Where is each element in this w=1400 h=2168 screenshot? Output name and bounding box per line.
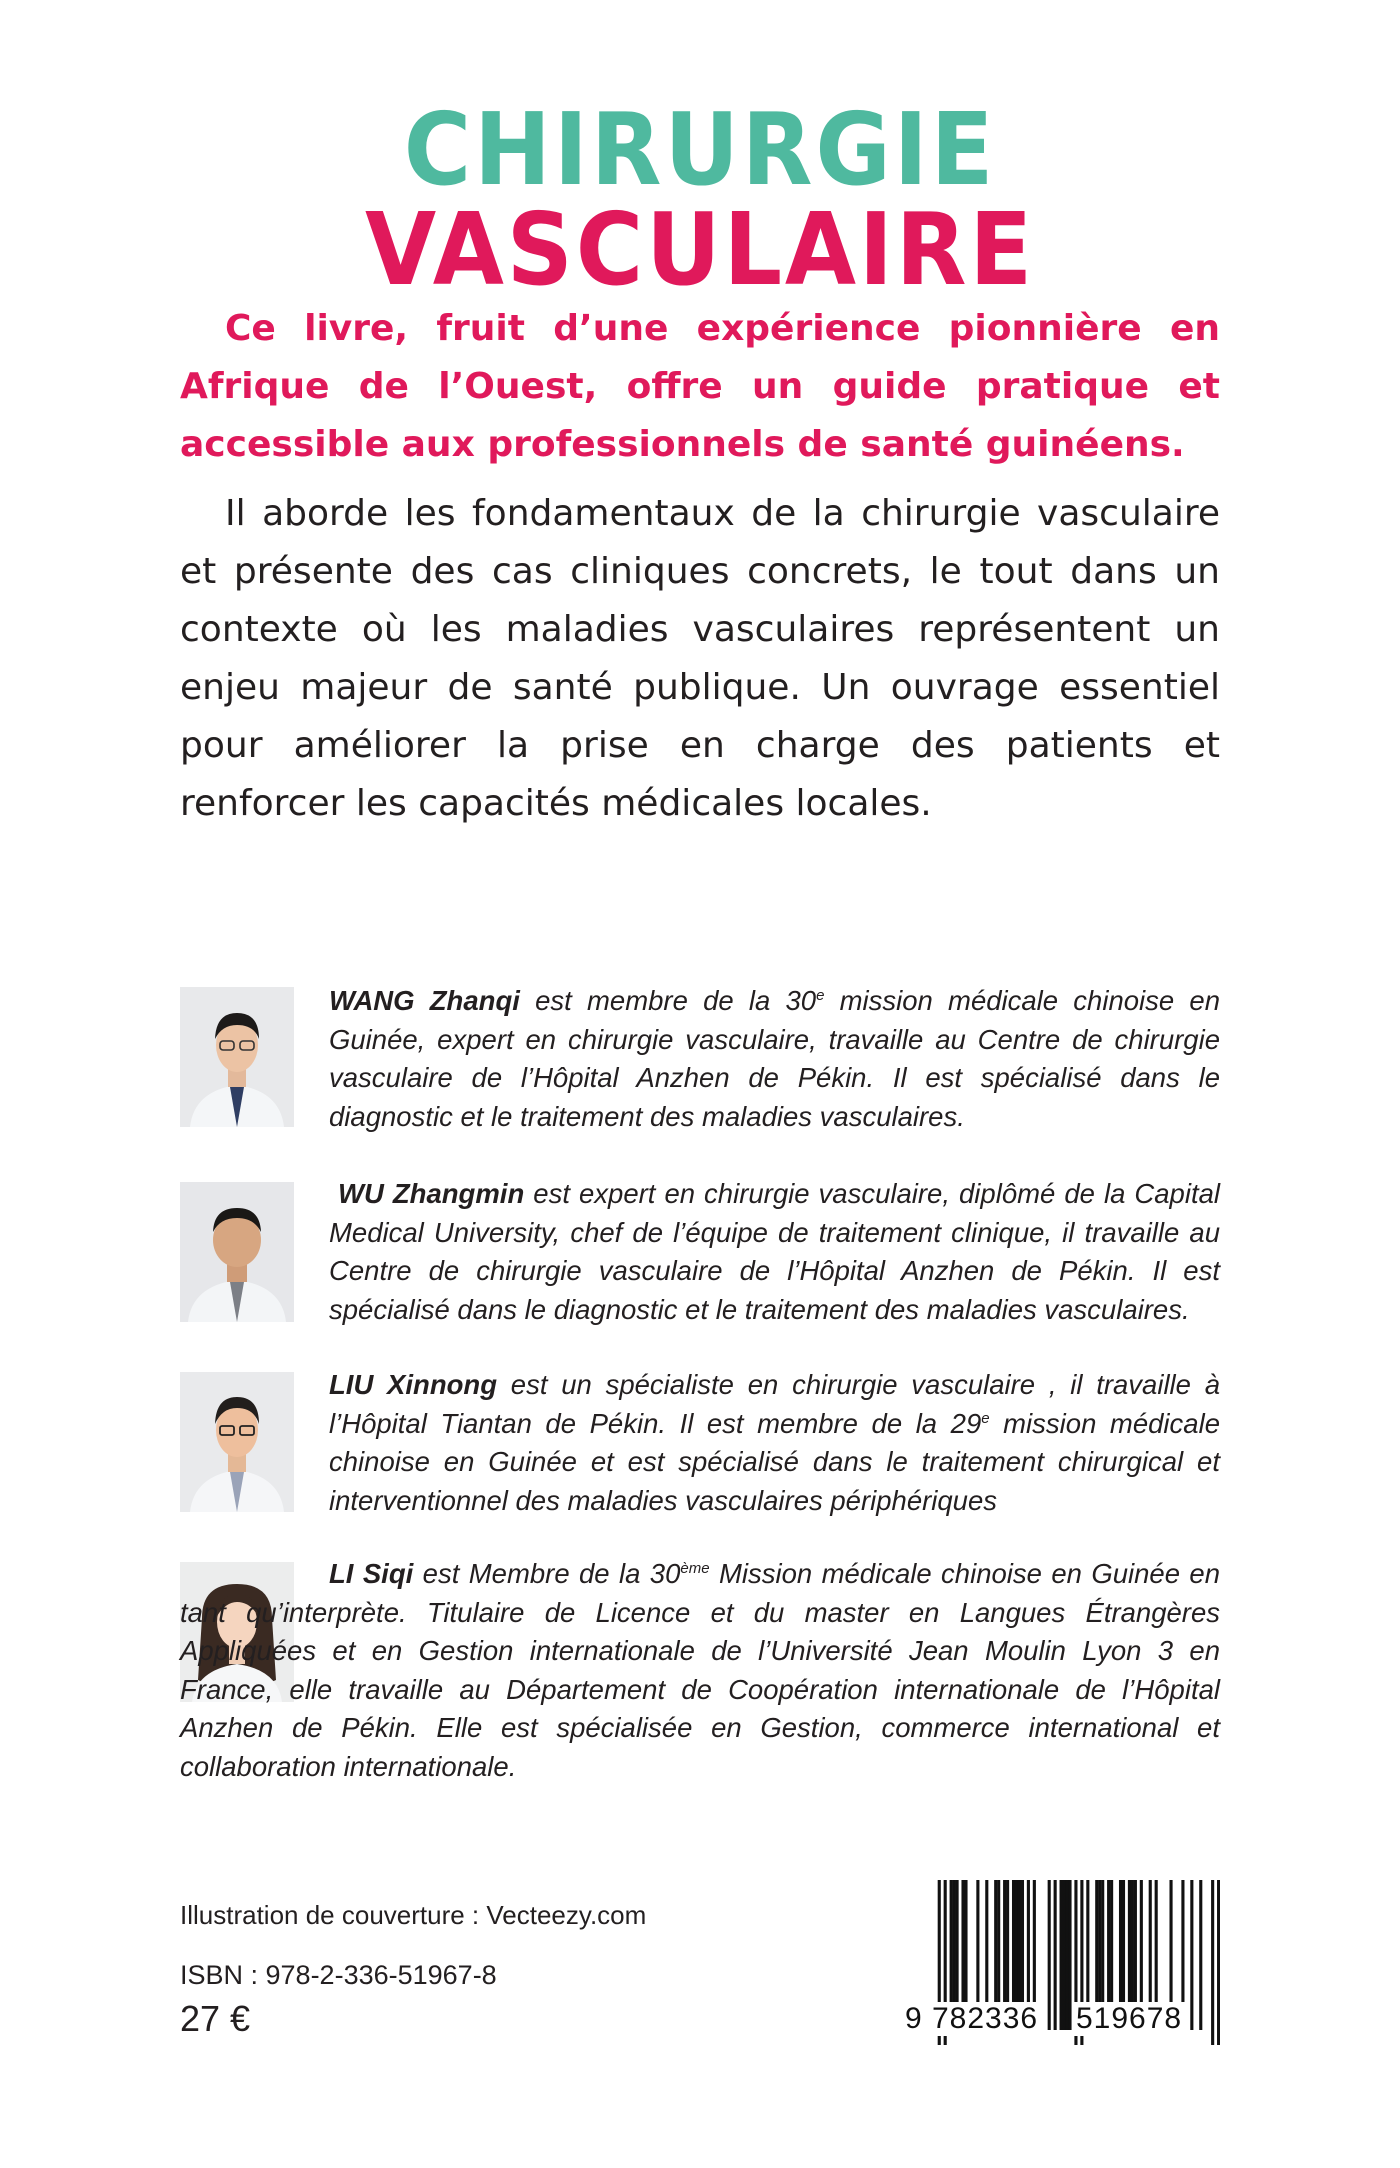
author-bio-liu: LIU Xinnong est un spécialiste en chirurgie vasculaire , il travaille à l’Hôpital Tiantan de Pékin. Il est membre de la 29e mission médicale chinoise en Guinée et est spécialisé dans le traitement chirurgical et interventionnel des maladies vasculaires périphériques	[329, 1369, 1221, 1516]
author-photo-liu	[180, 1372, 294, 1512]
author-bio-li: LI Siqi est Membre de la 30ème Mission médicale chinoise en Guinée en tant qu’interprète. Titulaire de Licence et du master en Langues Étrangères Appliquées et en Gestion internationale de l’Université Jean Moulin Lyon 3 en France, elle travaille au Département de Coopération internationale de l’Hôpital Anzhen de Pékin. Elle est spécialisée en Gestion, commerce international et collaboration internationale.	[180, 1558, 1221, 1782]
barcode-bar	[1068, 1880, 1071, 2030]
barcode-bar	[1054, 1880, 1057, 2030]
author-name: LIU Xinnong	[329, 1369, 498, 1400]
barcode-bar	[1211, 1880, 1214, 2045]
barcode-bar	[1063, 1880, 1066, 2030]
body-paragraph: Il aborde les fondamentaux de la chirurgie vasculaire et présente des cas cliniques concrets, le tout dans un contexte où les maladies vasculaires représentent un enjeu majeur de santé publique. Un ouvrage essentiel pour améliorer la prise en charge des patients et renforcer les capacités médicales locales.	[180, 493, 1220, 824]
author-photo-wang	[180, 987, 294, 1127]
barcode-digit-lead: 9	[905, 2002, 923, 2035]
title-part2: VASCULAIRE	[365, 191, 1035, 308]
barcode-bar	[1217, 1880, 1220, 2045]
author-photo-wu	[180, 1182, 294, 1322]
barcode-digits-left: 782336	[929, 2002, 1041, 2036]
price: 27 €	[180, 1998, 251, 2039]
barcode-bar	[1199, 1880, 1202, 2030]
barcode-bar	[1060, 1880, 1063, 2030]
author-name: WU Zhangmin	[338, 1178, 525, 1209]
book-title	[56, 91, 1344, 308]
isbn: ISBN : 978-2-336-51967-8	[180, 1960, 497, 1990]
author-name: LI Siqi	[329, 1558, 414, 1589]
lead-paragraph: Ce livre, fruit d’une expérience pionnière en Afrique de l’Ouest, offre un guide pratique et accessible aux professionnels de santé guinéens.	[180, 308, 1220, 465]
barcode-bar	[1065, 1880, 1068, 2030]
barcode-bar	[1048, 1880, 1051, 2030]
title-part1: CHIRURGIE	[403, 91, 997, 208]
cover-illustration-credit: Illustration de couverture : Vecteezy.com	[180, 1900, 647, 1930]
author-bio-wang: WANG Zhanqi est membre de la 30e mission médicale chinoise en Guinée, expert en chirurgie vasculaire, travaille au Centre de chirurgie vasculaire de l’Hôpital Anzhen de Pékin. Il est spécialisé dans le diagnostic et le traitement des maladies vasculaires.	[329, 985, 1220, 1132]
author-bio-wu: WU Zhangmin est expert en chirurgie vasculaire, diplômé de la Capital Medical University, chef de l’équipe de traitement clinique, il travaille au Centre de chirurgie vasculaire de l’Hôpital Anzhen de Pékin. Il est spécialisé dans le diagnostic et le traitement des maladies vasculaires.	[329, 1178, 1220, 1325]
barcode-digits-right: 519678	[1073, 2002, 1185, 2036]
barcode-bar	[1190, 1880, 1193, 2030]
author-name: WANG Zhanqi	[329, 985, 520, 1016]
